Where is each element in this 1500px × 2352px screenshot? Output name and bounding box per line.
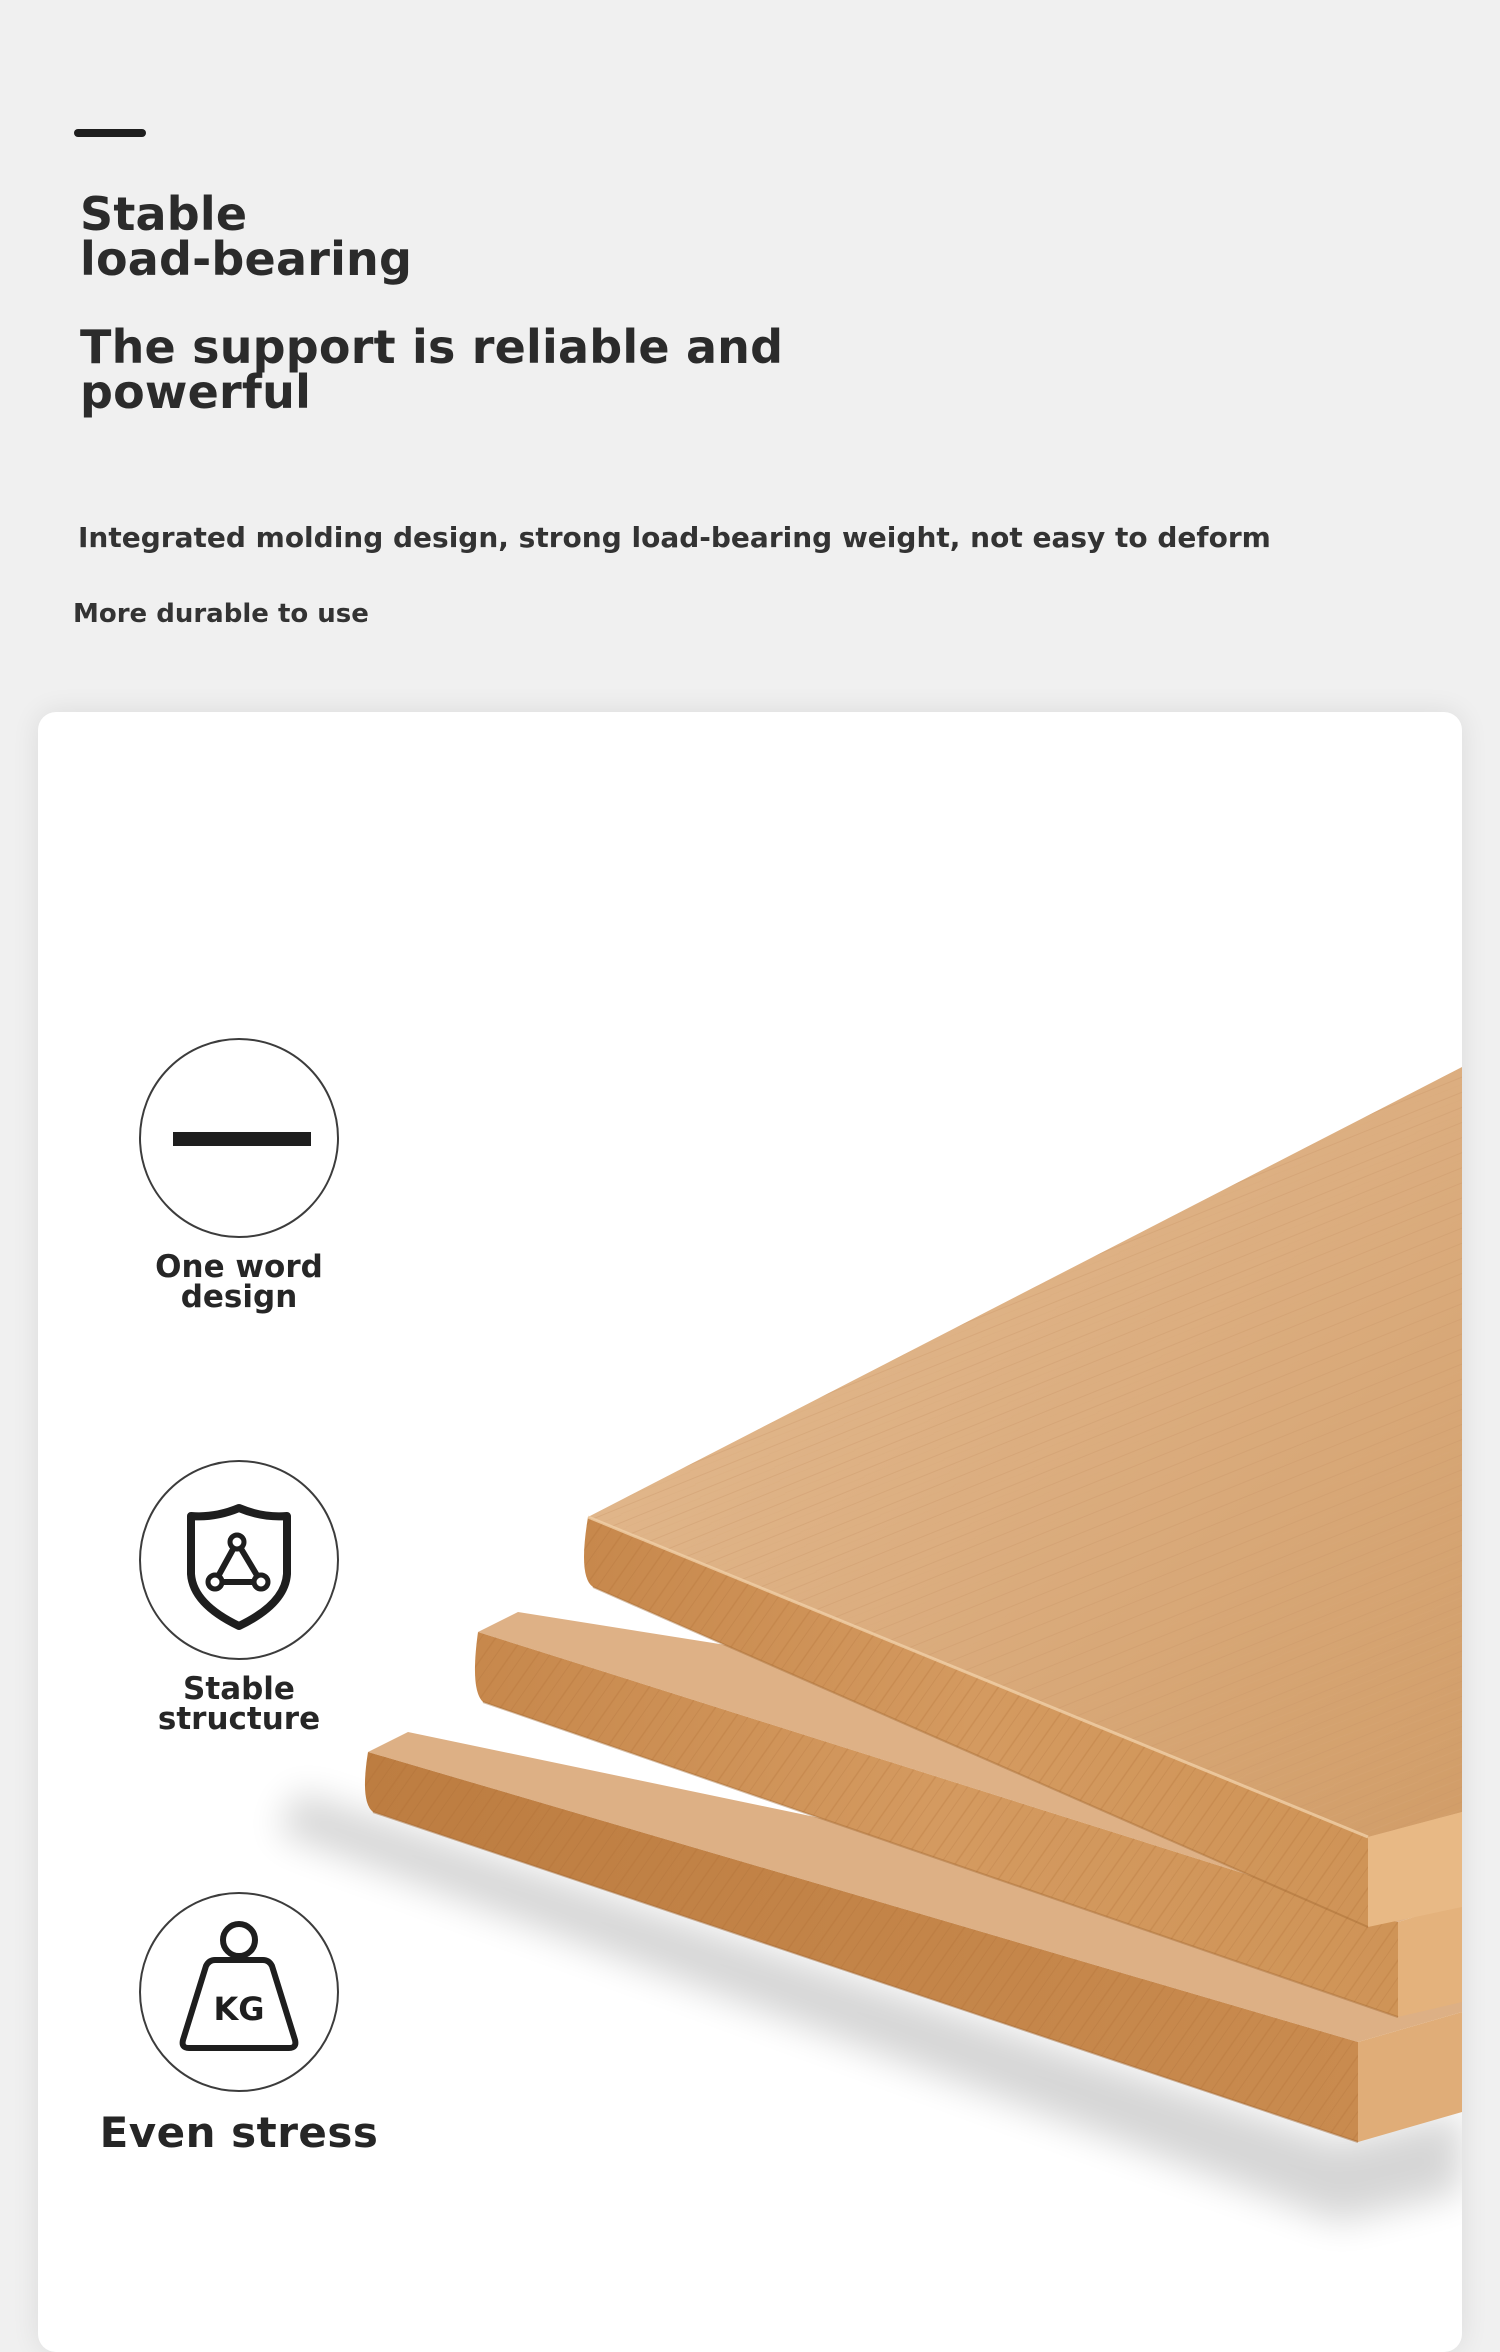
feature-stable-structure — [94, 1460, 384, 1737]
feature-even-stress — [94, 1892, 384, 2156]
subtitle-line-1: The support is reliable and — [80, 320, 784, 374]
accent-bar — [74, 129, 146, 137]
description-text: Integrated molding design, strong load-bearing weight, not easy to deform — [78, 521, 1271, 554]
feature-icon-circle — [139, 1038, 339, 1238]
kg-weight-icon — [141, 1894, 337, 2090]
feature-icon-circle — [139, 1460, 339, 1660]
shield-triangle-icon — [141, 1462, 337, 1658]
feature-label: Even stress — [99, 2108, 379, 2157]
page-subtitle — [80, 320, 784, 419]
durability-text: More durable to use — [73, 599, 369, 629]
feature-label-line-2: design — [180, 1279, 298, 1315]
kg-icon-text: KG — [213, 1990, 265, 2028]
feature-label — [94, 1671, 384, 1737]
feature-label-line-1: Stable — [183, 1671, 295, 1707]
product-card — [38, 712, 1462, 2352]
title-line-1: Stable — [80, 187, 248, 241]
title-line-2: load-bearing — [80, 232, 413, 286]
page-title — [80, 187, 413, 286]
feature-one-word-design — [94, 1038, 384, 1315]
feature-label — [94, 1249, 384, 1315]
feature-icon-circle — [139, 1892, 339, 2092]
minus-line-icon — [141, 1040, 337, 1236]
subtitle-line-2: powerful — [80, 365, 312, 419]
feature-label-line-1: One word — [155, 1249, 323, 1285]
feature-label-line-2: structure — [157, 1701, 321, 1737]
